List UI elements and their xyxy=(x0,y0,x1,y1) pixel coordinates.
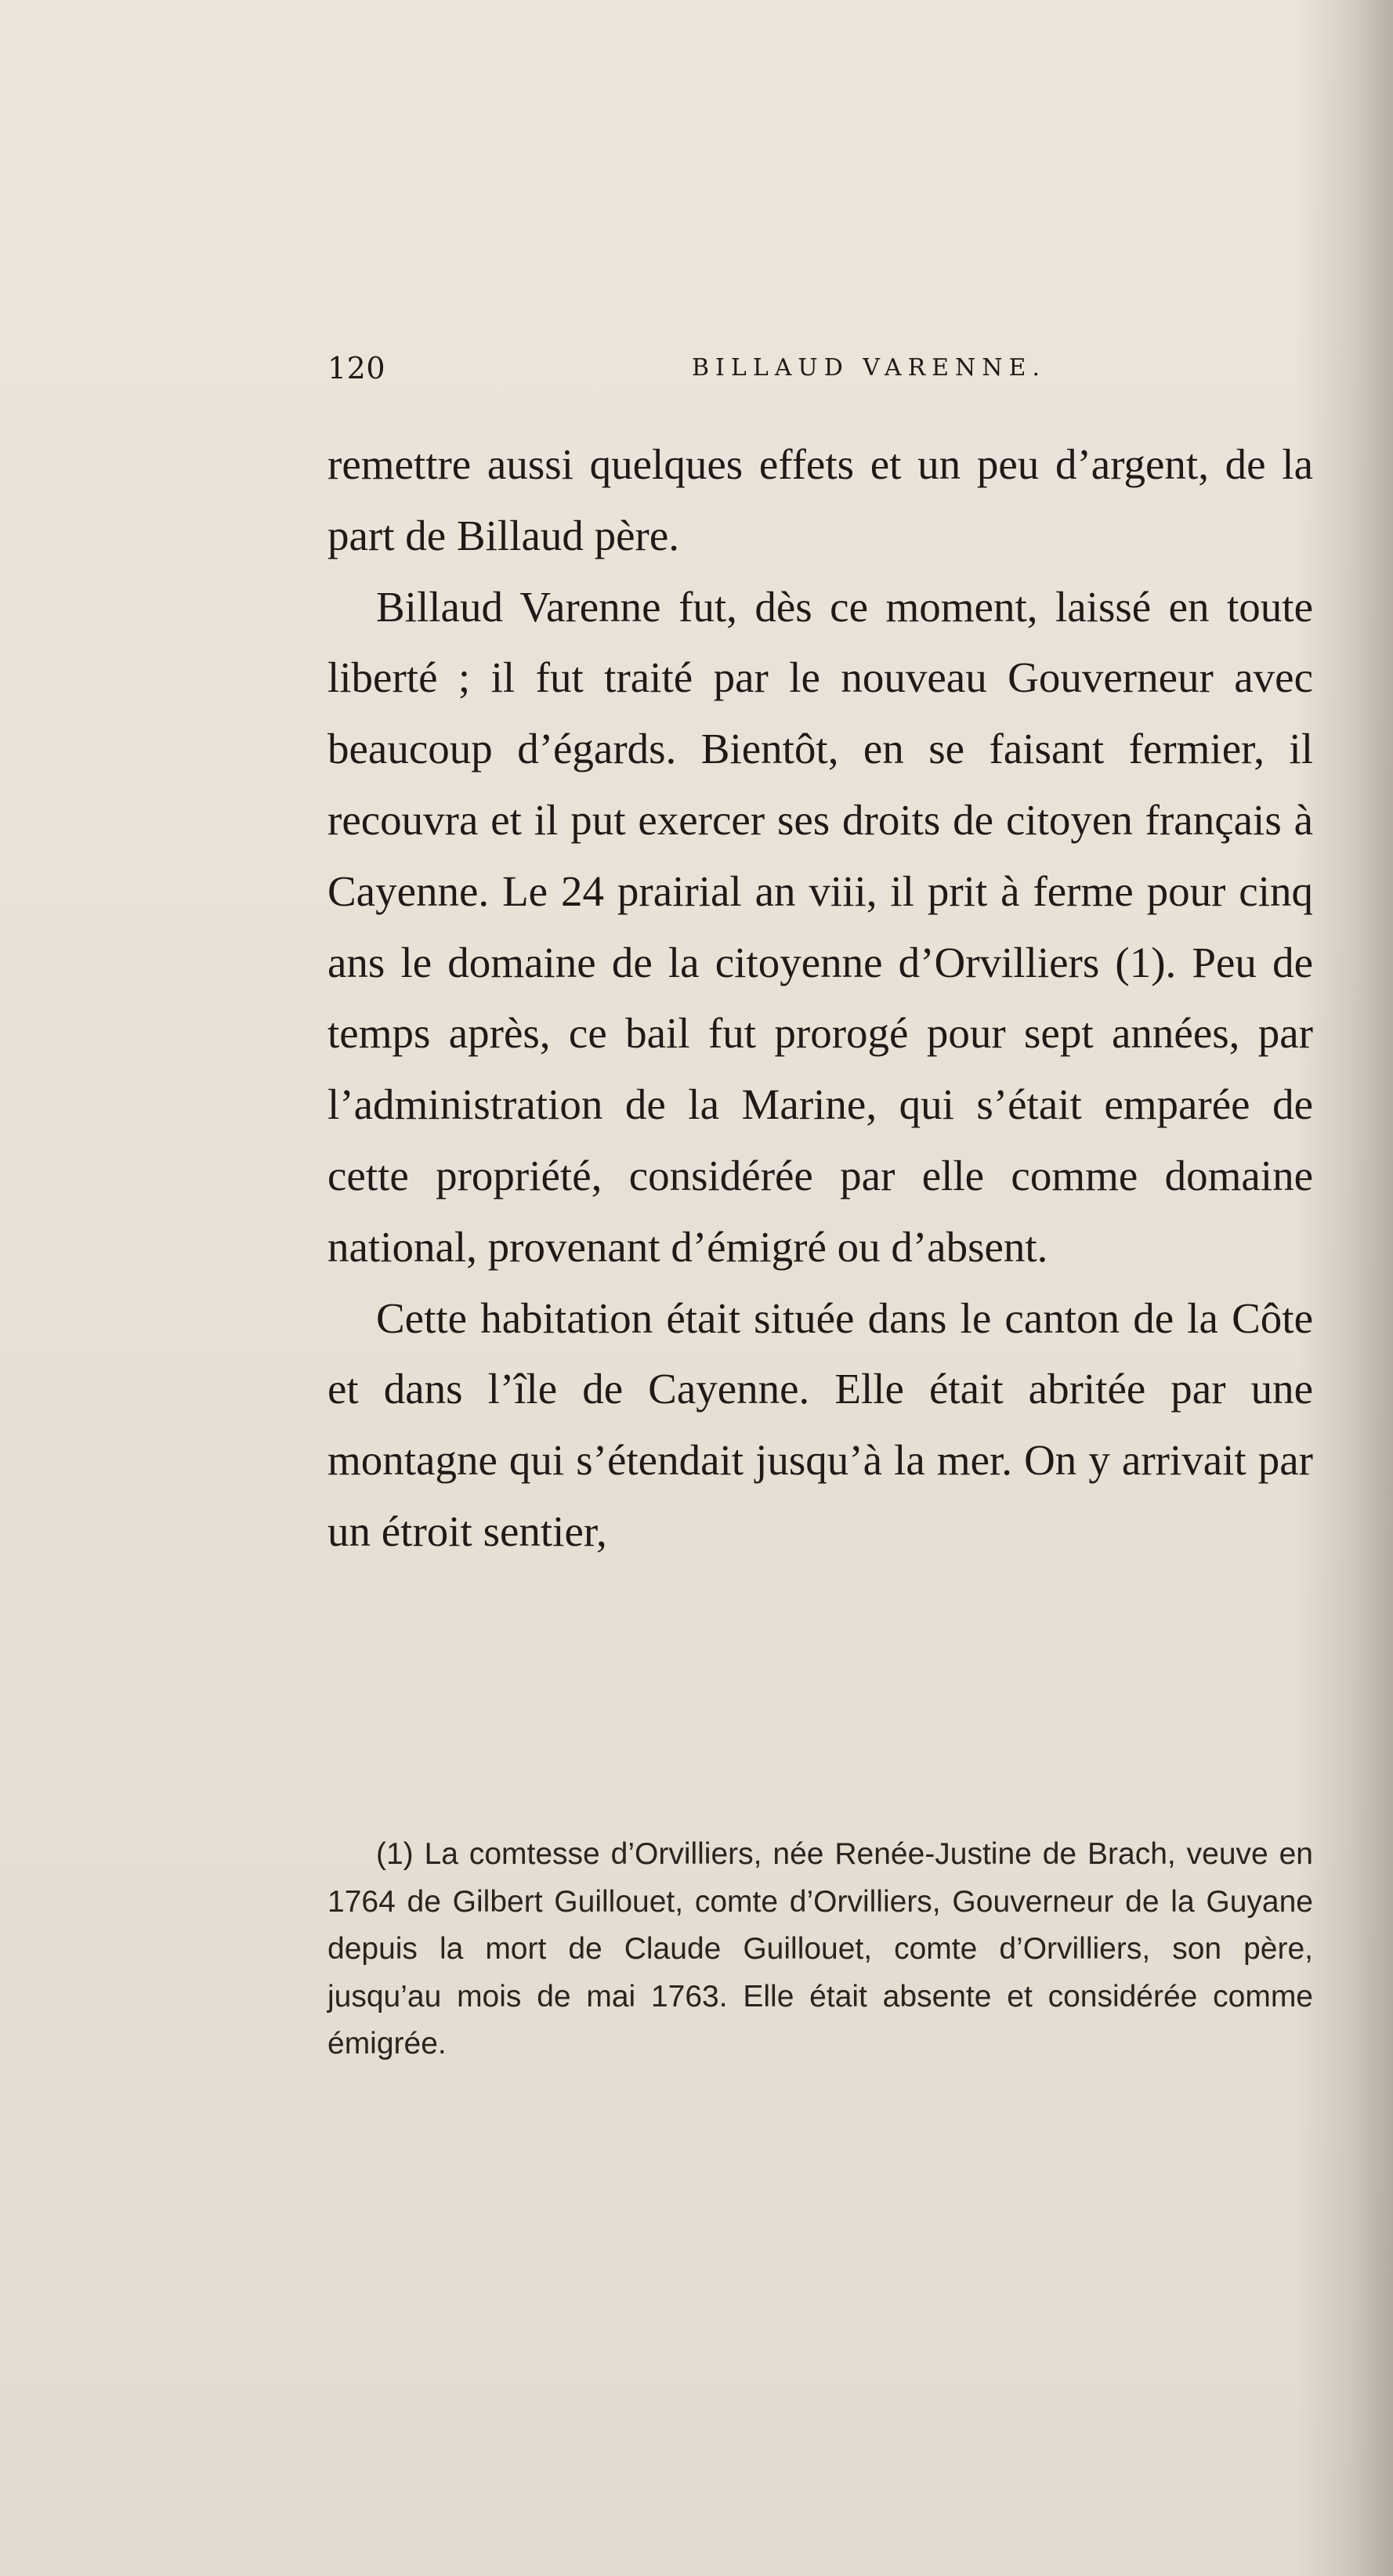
paragraph-1: remettre aussi quelques effets et un peu d’argent, de la part de Billaud père. xyxy=(327,440,1313,559)
paragraph-3: Cette habitation était située dans le canton de la Côte et dans l’île de Cayenne. Elle était abritée par une montagne qui s’étendait jusqu’à la mer. On y arrivait par un étroit sentier, xyxy=(327,1293,1313,1555)
page-number: 120 xyxy=(327,351,386,385)
page-header xyxy=(327,351,1285,398)
paragraph-2: Billaud Varenne fut, dès ce moment, laissé en toute liberté ; il fut traité par le nouveau Gouverneur avec beaucoup d’égards. Bientôt, en se faisant fermier, il recouvra et il put exercer ses droits de citoyen français à Cayenne. Le 24 prairial an viii, il prit à ferme pour cinq ans le domaine de la citoyenne d’Orvilliers (1). Peu de temps après, ce bail fut prorogé pour sept années, par l’administration de la Marine, qui s’était emparée de cette propriété, considérée par elle comme domaine national, provenant d’émigré ou d’absent. xyxy=(327,582,1313,1271)
body-text xyxy=(327,429,1313,1568)
running-title: BILLAUD VARENNE. xyxy=(692,354,1046,382)
footnote: (1) La comtesse d’Orvilliers, née Renée-Justine de Brach, veuve en 1764 de Gilbert Guillouet, comte d’Orvilliers, Gouverneur de la Guyane depuis la mort de Claude Guillouet, comte d’Orvilliers, son père, jusqu’au mois de mai 1763. Elle était absente et considérée comme émigrée. xyxy=(327,1837,1313,2061)
